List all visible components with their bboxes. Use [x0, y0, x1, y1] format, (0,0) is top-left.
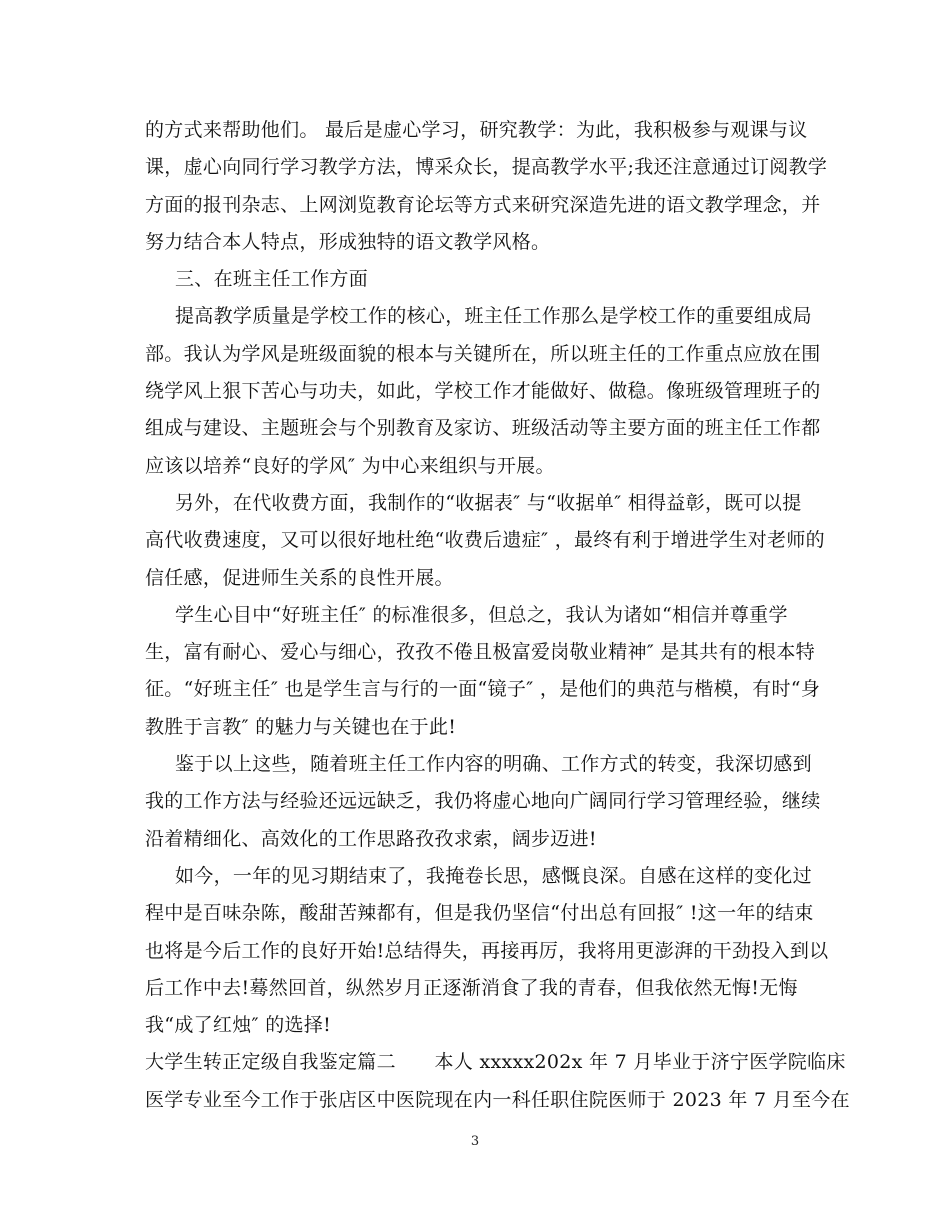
paragraph-line: 生，富有耐心、爱心与细心，孜孜不倦且极富爱岗敬业精神″ 是其共有的根本特: [145, 641, 815, 664]
page-number: 3: [470, 1134, 480, 1149]
paragraph-line: 我的工作方法与经验还远远缺乏，我仍将虚心地向广阔同行学习管理经验，继续: [145, 790, 821, 813]
paragraph-line: 组成与建设、主题班会与个别教育及家访、班级活动等主要方面的班主任工作都: [145, 417, 821, 440]
paragraph-line: 医学专业至今工作于张店区中医院现在内一科任职住院医师于 2023 年 7 月至今在: [145, 1088, 850, 1111]
paragraph-line: 高代收费速度，又可以很好地杜绝“收费后遗症″ ，最终有利于增进学生对老师的: [145, 529, 825, 552]
section-heading: 三、在班主任工作方面: [175, 268, 369, 291]
section-title-line: 大学生转正定级自我鉴定篇二 本人 xxxxx202x 年 7 月毕业于济宁医学院临床: [145, 1051, 846, 1074]
body-text: [145, 112, 850, 1119]
paragraph-line: 课，虚心向同行学习教学方法，博采众长，提高教学水平;我还注意通过订阅教学: [145, 156, 828, 179]
paragraph-line: 也将是今后工作的良好开始!总结得失，再接再厉，我将用更澎湃的干劲投入到以: [145, 939, 829, 962]
paragraph-line: 绕学风上狠下苦心与功夫，如此，学校工作才能做好、做稳。像班级管理班子的: [145, 380, 821, 403]
paragraph-line: 部。我认为学风是班级面貌的根本与关键所在，所以班主任的工作重点应放在围: [145, 342, 821, 365]
paragraph-line: 沿着精细化、高效化的工作思路孜孜求索，阔步迈进!: [145, 827, 597, 850]
paragraph-line: 另外，在代收费方面，我制作的“收据表″ 与“收据单″ 相得益彰，既可以提: [175, 491, 802, 514]
paragraph-line: 信任感，促进师生关系的良性开展。: [145, 566, 454, 589]
paragraph-line: 提高教学质量是学校工作的核心，班主任工作那么是学校工作的重要组成局: [175, 305, 812, 328]
paragraph-line: 程中是百味杂陈，酸甜苦辣都有，但是我仍坚信“付出总有回报″ !这一年的结束: [145, 902, 814, 925]
paragraph-line: 后工作中去!蓦然回首，纵然岁月正逐渐消食了我的青春，但我依然无悔!无悔: [145, 976, 798, 999]
paragraph-line: 我“成了红烛″ 的选择!: [145, 1014, 332, 1037]
paragraph-line: 努力结合本人特点，形成独特的语文教学风格。: [145, 230, 551, 253]
paragraph-line: 方面的报刊杂志、上网浏览教育论坛等方式来研究深造先进的语文教学理念，并: [145, 193, 821, 216]
paragraph-line: 鉴于以上这些，随着班主任工作内容的明确、工作方式的转变，我深切感到: [175, 753, 812, 776]
paragraph-line: 如今，一年的见习期结束了，我掩卷长思，感慨良深。自感在这样的变化过: [175, 864, 812, 887]
paragraph-line: 征。“好班主任″ 也是学生言与行的一面“镜子″ ，是他们的典范与楷模，有时“身: [145, 678, 821, 701]
paragraph-line: 学生心目中“好班主任″ 的标准很多，但总之，我认为诸如“相信并尊重学: [175, 603, 788, 626]
paragraph-line: 应该以培养“良好的学风″ 为中心来组织与开展。: [145, 454, 555, 477]
paragraph-line: 教胜于言教″ 的魅力与关键也在于此!: [145, 715, 457, 738]
paragraph-line: 的方式来帮助他们。 最后是虚心学习，研究教学：为此，我积极参与观课与议: [145, 119, 808, 141]
